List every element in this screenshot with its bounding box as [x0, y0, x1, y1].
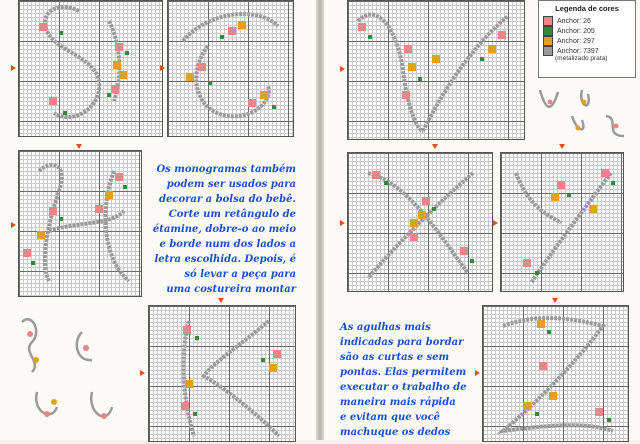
text-line: As agulhas mais	[340, 322, 431, 333]
center-marker-icon	[552, 298, 558, 303]
text-line: letra escolhida. Depois, é	[154, 254, 296, 265]
text-line: machuque os dedos	[340, 427, 451, 438]
legend-label: Anchor: 297	[557, 37, 595, 45]
mini-letter-samples-right	[532, 82, 632, 140]
center-marker-icon	[11, 65, 16, 71]
text-line: decorar a bolsa do bebê.	[159, 194, 296, 205]
monogram-info-text	[150, 162, 296, 297]
chart-monogram-T	[167, 0, 294, 137]
monogram-V-pattern	[348, 1, 524, 139]
center-marker-icon	[475, 370, 480, 376]
chart-monogram-S	[18, 0, 163, 137]
legend-swatch-gold	[543, 36, 553, 46]
monogram-T-pattern	[168, 1, 293, 136]
center-marker-icon	[140, 370, 145, 376]
chart-monogram-K	[148, 305, 296, 442]
text-line: maneira mais rápida	[340, 397, 456, 408]
text-line: executar o trabalho de	[340, 382, 467, 393]
text-line: Os monogramas também	[156, 164, 296, 175]
monogram-Z-pattern	[483, 306, 628, 441]
center-marker-icon	[559, 144, 565, 149]
legend-item	[539, 26, 635, 36]
text-line: podem ser usados para	[166, 179, 296, 190]
chart-monogram-Y	[500, 152, 624, 292]
center-marker-icon	[340, 220, 345, 226]
needle-info-text	[340, 320, 480, 440]
legend-swatch-green	[543, 26, 553, 36]
monogram-Y-pattern	[501, 153, 623, 291]
text-line: étamine, dobre-o ao meio	[152, 224, 296, 235]
center-marker-icon	[160, 65, 165, 71]
text-line: são as curtas e sem	[340, 352, 450, 363]
text-line: pontas. Elas permitem	[340, 367, 467, 378]
monogram-H-pattern	[19, 151, 141, 296]
center-marker-icon	[340, 66, 345, 72]
text-line: e borde num dos lados a	[159, 239, 296, 250]
legend-item	[539, 36, 635, 46]
legend-item	[539, 16, 635, 26]
chart-monogram-V	[347, 0, 525, 140]
book-gutter	[316, 0, 324, 440]
text-line: só levar a peça para	[184, 269, 296, 280]
mini-letter-samples-left	[12, 312, 142, 440]
legend-label: Anchor: 205	[557, 27, 595, 35]
chart-monogram-H	[18, 150, 142, 297]
text-line: Corte um retângulo de	[168, 209, 296, 220]
center-marker-icon	[493, 220, 498, 226]
legend-label: Anchor: 26	[557, 17, 591, 25]
chart-monogram-Z	[482, 305, 629, 442]
center-marker-icon	[76, 144, 82, 149]
legend-swatch-pink	[543, 16, 553, 26]
center-marker-icon	[218, 298, 224, 303]
chart-monogram-X	[347, 152, 493, 292]
legend-title: Legenda de cores	[555, 4, 619, 13]
text-line: indicadas para bordar	[340, 337, 464, 348]
center-marker-icon	[11, 222, 16, 228]
legend-label: Anchor: 7397	[557, 47, 599, 55]
text-line: uma costureira montar	[166, 284, 296, 295]
center-marker-icon	[432, 144, 438, 149]
monogram-K-pattern	[149, 306, 295, 441]
color-legend	[538, 0, 636, 78]
legend-swatch-grey	[543, 46, 553, 56]
monogram-X-pattern	[348, 153, 492, 291]
text-line: e evitam que você	[340, 412, 441, 423]
legend-sublabel: (metalizado prata)	[555, 55, 608, 62]
monogram-S-pattern	[19, 1, 162, 136]
